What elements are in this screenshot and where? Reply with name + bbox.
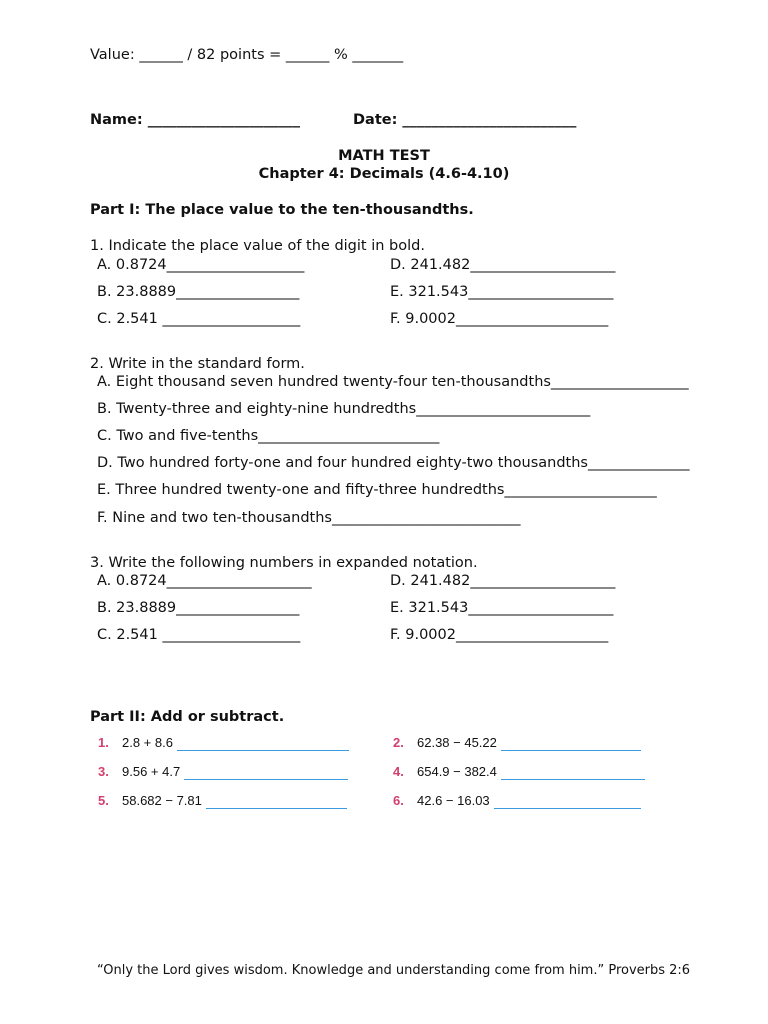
q3-item-a: A. 0.8724____________________: [97, 573, 312, 589]
problem-expression: 9.56 + 4.7: [122, 764, 181, 779]
part2-heading: Part II: Add or subtract.: [90, 709, 285, 725]
q2-item-e: E. Three hundred twenty-one and fifty-three hundredths_____________________: [97, 482, 657, 498]
problem-5: [98, 793, 347, 809]
problem-6: [393, 793, 641, 809]
problem-expression: 58.682 − 7.81: [122, 793, 202, 808]
q1-item-e: E. 321.543____________________: [390, 284, 614, 300]
part1-heading: Part I: The place value to the ten-thousandths.: [90, 202, 474, 218]
name-field: Name: _____________________: [90, 112, 300, 128]
problem-expression: 654.9 − 382.4: [417, 764, 497, 779]
problem-3: [98, 764, 348, 780]
answer-line[interactable]: [206, 796, 347, 809]
q3-item-f: F. 9.0002_____________________: [390, 627, 609, 643]
answer-line[interactable]: [501, 738, 641, 751]
answer-line[interactable]: [494, 796, 641, 809]
q2-item-c: C. Two and five-tenths_________________________: [97, 428, 440, 444]
problem-expression: 62.38 − 45.22: [417, 735, 497, 750]
problem-1: [98, 735, 349, 751]
answer-line[interactable]: [501, 767, 645, 780]
answer-line[interactable]: [184, 767, 348, 780]
q2-item-f: F. Nine and two ten-thousandths__________________________: [97, 510, 521, 526]
q1-item-f: F. 9.0002_____________________: [390, 311, 609, 327]
date-field: Date: ________________________: [353, 112, 577, 128]
problem-number: 1.: [98, 735, 109, 750]
answer-line[interactable]: [177, 738, 349, 751]
problem-number: 5.: [98, 793, 109, 808]
problem-expression: 42.6 − 16.03: [417, 793, 490, 808]
problem-4: [393, 764, 645, 780]
q2-prompt: 2. Write in the standard form.: [90, 356, 305, 372]
problem-number: 6.: [393, 793, 404, 808]
problem-number: 2.: [393, 735, 404, 750]
q3-item-b: B. 23.8889_________________: [97, 600, 300, 616]
q3-prompt: 3. Write the following numbers in expanded notation.: [90, 555, 478, 571]
q1-item-b: B. 23.8889_________________: [97, 284, 300, 300]
test-title: MATH TEST: [338, 148, 430, 164]
q3-item-e: E. 321.543____________________: [390, 600, 614, 616]
q1-item-d: D. 241.482____________________: [390, 257, 616, 273]
chapter-title: Chapter 4: Decimals (4.6-4.10): [258, 166, 510, 182]
score-line: Value: ______ / 82 points = ______ % _______: [90, 47, 404, 63]
q1-item-c: C. 2.541 ___________________: [97, 311, 301, 327]
problem-expression: 2.8 + 8.6: [122, 735, 173, 750]
problem-number: 3.: [98, 764, 109, 779]
q2-item-d: D. Two hundred forty-one and four hundred eighty-two thousandths______________: [97, 455, 690, 471]
q3-item-d: D. 241.482____________________: [390, 573, 616, 589]
problem-number: 4.: [393, 764, 404, 779]
q3-item-c: C. 2.541 ___________________: [97, 627, 301, 643]
q1-item-a: A. 0.8724___________________: [97, 257, 305, 273]
footer-quote: “Only the Lord gives wisdom. Knowledge and understanding come from him.” Proverbs 2:6: [97, 963, 691, 978]
q2-item-a: A. Eight thousand seven hundred twenty-four ten-thousandths___________________: [97, 374, 689, 390]
q1-prompt: 1. Indicate the place value of the digit in bold.: [90, 238, 425, 254]
problem-2: [393, 735, 641, 751]
q2-item-b: B. Twenty-three and eighty-nine hundredths________________________: [97, 401, 591, 417]
